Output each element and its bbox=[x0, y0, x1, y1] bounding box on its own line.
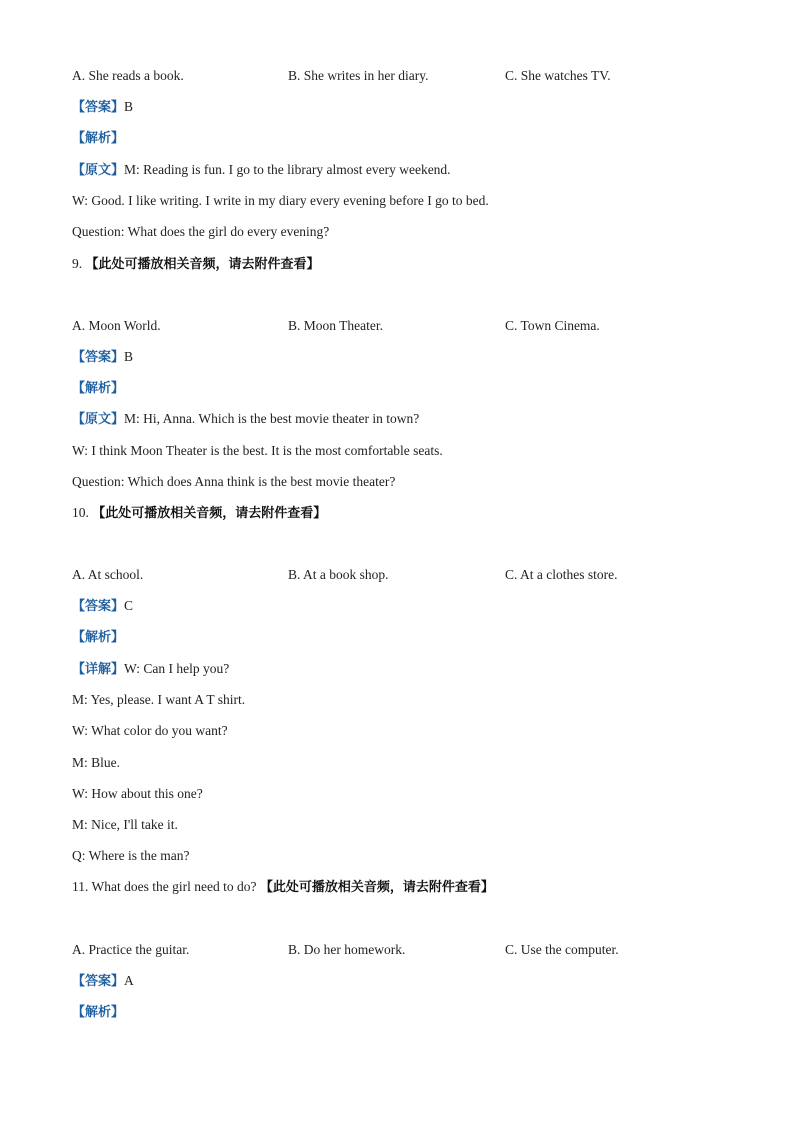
q9-analysis: 【解析】 bbox=[72, 381, 125, 396]
q10-heading: 10. 【此处可播放相关音频，请去附件查看】 bbox=[72, 505, 327, 521]
q11-answer: 【答案】A bbox=[72, 973, 134, 989]
q11-option-c: C. Use the computer. bbox=[505, 942, 619, 957]
q9-script-line: Question: Which does Anna think is the best movie theater? bbox=[72, 474, 396, 489]
audio-placeholder: 【此处可播放相关音频，请去附件查看】 bbox=[259, 880, 494, 895]
q9-option-a: A. Moon World. bbox=[72, 318, 161, 333]
q11-analysis: 【解析】 bbox=[72, 1005, 125, 1020]
q8-script-line: 【原文】M: Reading is fun. I go to the library almost every weekend. bbox=[72, 162, 451, 178]
q11-heading: 11. What does the girl need to do? 【此处可播放相关音频，请去附件查看】 bbox=[72, 879, 494, 895]
q10-script-line: 【详解】W: Can I help you? bbox=[72, 661, 230, 677]
q10-analysis: 【解析】 bbox=[72, 630, 125, 645]
q8-script-line: W: Good. I like writing. I write in my diary every evening before I go to bed. bbox=[72, 193, 489, 208]
q10-script-line: W: What color do you want? bbox=[72, 723, 228, 738]
q9-answer: 【答案】B bbox=[72, 349, 134, 365]
q10-option-b: B. At a book shop. bbox=[288, 567, 389, 582]
q10-script-line: M: Nice, I'll take it. bbox=[72, 817, 178, 832]
q10-option-c: C. At a clothes store. bbox=[505, 567, 618, 582]
q10-answer: 【答案】C bbox=[72, 598, 134, 614]
q9-option-b: B. Moon Theater. bbox=[288, 318, 383, 333]
q8-script-line: Question: What does the girl do every evening? bbox=[72, 224, 330, 239]
q8-option-c: C. She watches TV. bbox=[505, 68, 611, 83]
q11-option-b: B. Do her homework. bbox=[288, 942, 406, 957]
q9-heading: 9. 【此处可播放相关音频，请去附件查看】 bbox=[72, 256, 320, 272]
q10-script-line: M: Yes, please. I want A T shirt. bbox=[72, 692, 246, 707]
audio-placeholder: 【此处可播放相关音频，请去附件查看】 bbox=[85, 257, 320, 272]
q8-answer: 【答案】B bbox=[72, 99, 134, 115]
audio-placeholder: 【此处可播放相关音频，请去附件查看】 bbox=[92, 506, 327, 521]
q10-option-a: A. At school. bbox=[72, 567, 144, 582]
q11-option-a: A. Practice the guitar. bbox=[72, 942, 190, 957]
q9-option-c: C. Town Cinema. bbox=[505, 318, 600, 333]
q8-analysis: 【解析】 bbox=[72, 131, 125, 146]
q9-script-line: 【原文】M: Hi, Anna. Which is the best movie theater in town? bbox=[72, 411, 420, 427]
q9-script-line: W: I think Moon Theater is the best. It is the most comfortable seats. bbox=[72, 443, 443, 458]
q10-script-line: W: How about this one? bbox=[72, 786, 203, 801]
q10-script-line: Q: Where is the man? bbox=[72, 848, 190, 863]
q8-option-a: A. She reads a book. bbox=[72, 68, 184, 83]
q8-option-b: B. She writes in her diary. bbox=[288, 68, 429, 83]
q10-script-line: M: Blue. bbox=[72, 755, 121, 770]
